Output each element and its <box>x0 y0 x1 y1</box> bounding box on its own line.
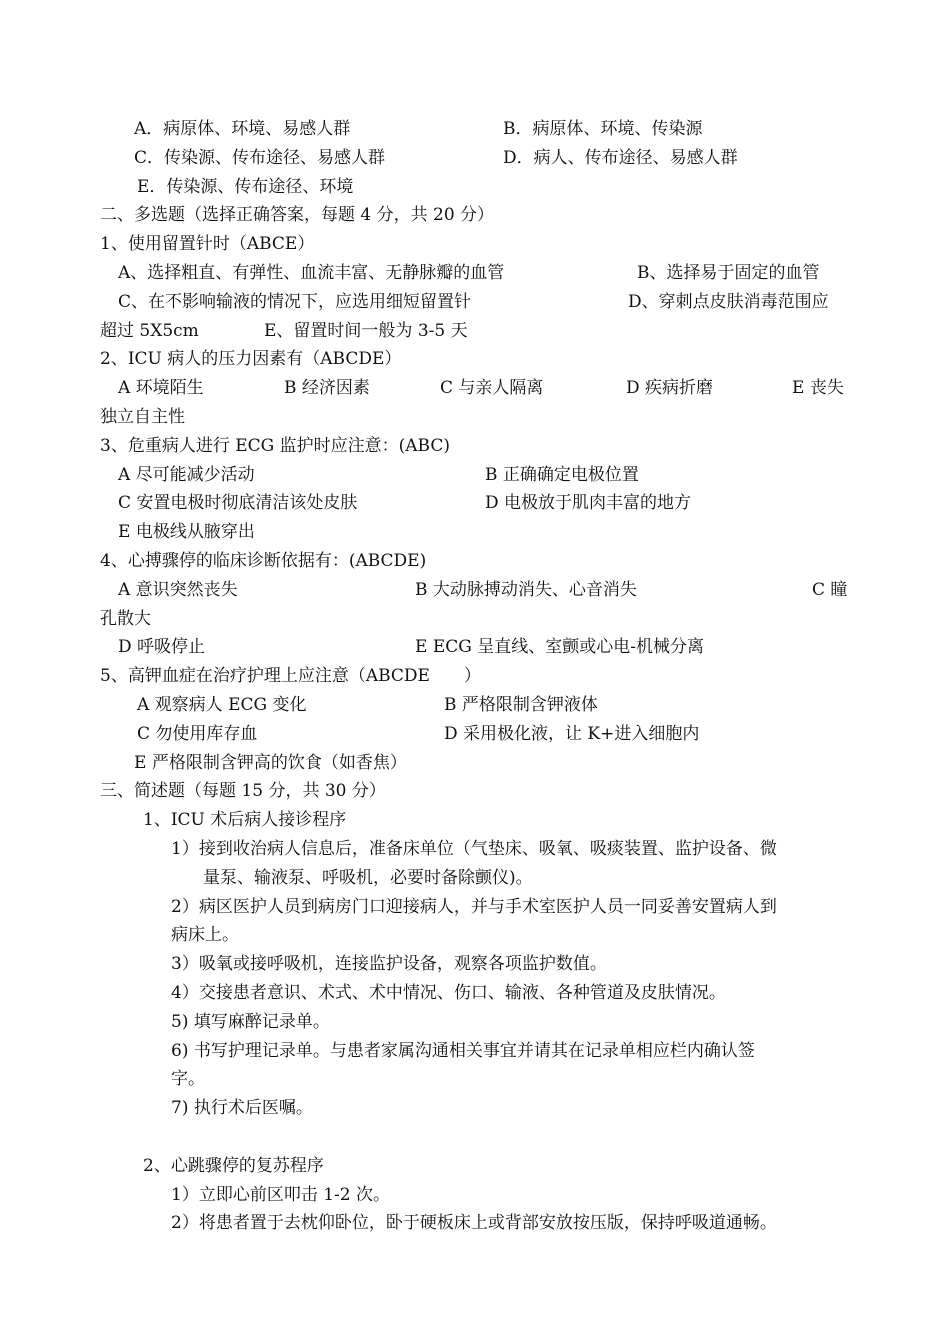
mq1-option-d: D、穿刺点皮肤消毒范围应 <box>628 292 829 312</box>
mq4-option-b: B 大动脉搏动消失、心音消失 <box>415 580 637 600</box>
mq1-option-e: E、留置时间一般为 3-5 天 <box>264 321 468 341</box>
mq4-stem: 4、心搏骤停的临床诊断依据有：(ABCDE) <box>100 551 427 571</box>
mq2-option-e: E 丧失 <box>792 378 844 398</box>
sq2-step2: 2）将患者置于去枕仰卧位，卧于硬板床上或背部安放按压版，保持呼吸道通畅。 <box>171 1213 777 1233</box>
section2-heading: 二、多选题（选择正确答案，每题 4 分，共 20 分） <box>100 205 495 225</box>
mq1-option-d-cont: 超过 5X5cm <box>100 321 199 341</box>
mq5-option-a: A 观察病人 ECG 变化 <box>137 695 307 715</box>
mq1-option-a: A、选择粗直、有弹性、血流丰富、无静脉瓣的血管 <box>118 263 505 283</box>
q1-option-d: D．病人、传布途径、易感人群 <box>503 148 738 168</box>
sq1-step7: 7) 执行术后医嘱。 <box>171 1098 313 1118</box>
sq2-title: 2、心跳骤停的复苏程序 <box>143 1156 324 1176</box>
mq5-option-c: C 勿使用库存血 <box>137 724 258 744</box>
mq3-option-a: A 尽可能减少活动 <box>118 465 255 485</box>
sq1-step6: 6) 书写护理记录单。与患者家属沟通相关事宜并请其在记录单相应栏内确认签 <box>171 1041 755 1061</box>
sq1-step5: 5) 填写麻醉记录单。 <box>171 1012 330 1032</box>
mq3-option-e: E 电极线从腋穿出 <box>118 522 255 542</box>
section3-heading: 三、简述题（每题 15 分，共 30 分） <box>100 781 386 801</box>
mq5-option-e: E 严格限制含钾高的饮食（如香焦） <box>134 753 407 773</box>
mq4-option-c: C 瞳 <box>812 580 848 600</box>
mq1-stem: 1、使用留置针时（ABCE） <box>100 234 315 254</box>
q1-option-e: E．传染源、传布途径、环境 <box>137 177 354 197</box>
mq5-option-b: B 严格限制含钾液体 <box>444 695 598 715</box>
mq5-stem: 5、高钾血症在治疗护理上应注意（ABCDE ） <box>100 666 481 686</box>
mq3-option-c: C 安置电极时彻底清洁该处皮肤 <box>118 493 358 513</box>
mq3-stem: 3、危重病人进行 ECG 监护时应注意：(ABC) <box>100 436 450 456</box>
q1-option-b: B．病原体、环境、传染源 <box>503 119 703 139</box>
mq2-option-e-cont: 独立自主性 <box>100 407 185 427</box>
mq4-option-d: D 呼吸停止 <box>118 637 206 657</box>
q1-option-a: A．病原体、环境、易感人群 <box>134 119 351 139</box>
mq1-option-b: B、选择易于固定的血管 <box>637 263 820 283</box>
sq1-step3: 3）吸氧或接呼吸机，连接监护设备，观察各项监护数值。 <box>171 954 607 974</box>
mq1-option-c: C、在不影响输液的情况下，应选用细短留置针 <box>118 292 472 312</box>
sq1-title: 1、ICU 术后病人接诊程序 <box>143 810 347 830</box>
mq2-option-d: D 疾病折磨 <box>626 378 714 398</box>
mq2-option-a: A 环境陌生 <box>118 378 204 398</box>
sq1-step1: 1）接到收治病人信息后，准备床单位（气垫床、吸氧、吸痰装置、监护设备、微 <box>171 839 777 859</box>
sq1-step4: 4）交接患者意识、术式、术中情况、伤口、输液、各种管道及皮肤情况。 <box>171 983 726 1003</box>
mq4-option-a: A 意识突然丧失 <box>118 580 238 600</box>
mq5-option-d: D 采用极化液，让 K+进入细胞内 <box>444 724 700 744</box>
mq3-option-d: D 电极放于肌肉丰富的地方 <box>485 493 692 513</box>
mq2-stem: 2、ICU 病人的压力因素有（ABCDE） <box>100 349 402 369</box>
sq1-step2-cont: 病床上。 <box>171 925 239 945</box>
mq2-option-c: C 与亲人隔离 <box>440 378 544 398</box>
mq4-option-e: E ECG 呈直线、室颤或心电-机械分离 <box>415 637 704 657</box>
mq4-option-c-cont: 孔散大 <box>100 609 151 629</box>
mq2-option-b: B 经济因素 <box>284 378 370 398</box>
sq1-step1-cont: 量泵、输液泵、呼吸机，必要时备除颤仪)。 <box>203 868 533 888</box>
sq1-step2: 2）病区医护人员到病房门口迎接病人，并与手术室医护人员一同妥善安置病人到 <box>171 897 777 917</box>
sq2-step1: 1）立即心前区叩击 1-2 次。 <box>171 1185 390 1205</box>
q1-option-c: C．传染源、传布途径、易感人群 <box>134 148 386 168</box>
sq1-step6-cont: 字。 <box>171 1069 205 1089</box>
mq3-option-b: B 正确确定电极位置 <box>485 465 639 485</box>
